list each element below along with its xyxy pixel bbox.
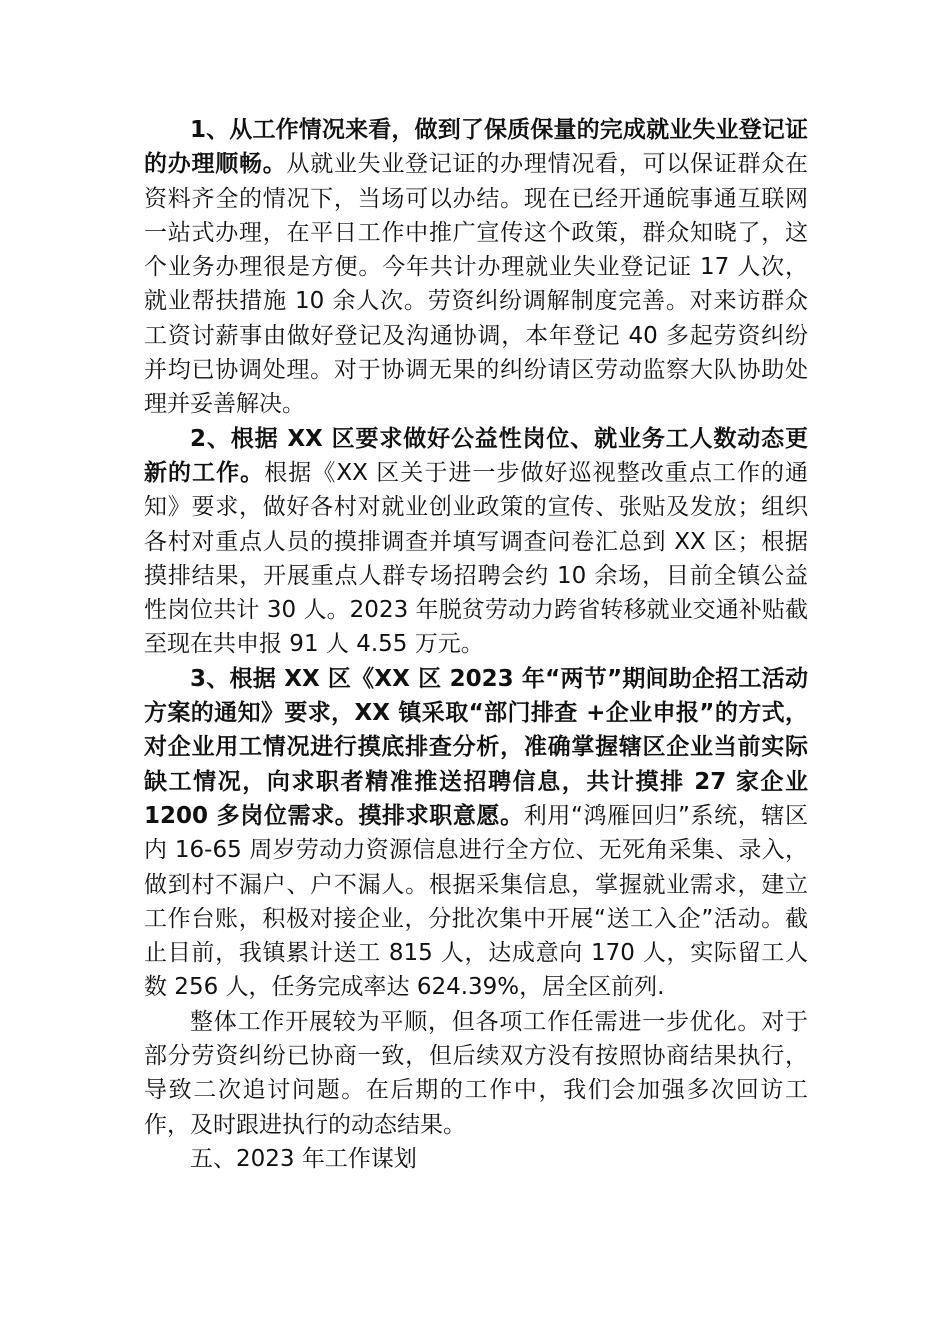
paragraph-summary	[144, 1005, 808, 1142]
paragraph-summary-body: 整体工作开展较为平顺，但各项工作任需进一步优化。对于部分劳资纠纷已协商一致，但后续双方没有按照协商结果执行，导致二次追讨问题。在后期的工作中，我们会加强多次回访工作，及时跟进执行的动态结果。	[144, 1008, 808, 1138]
document-page	[144, 113, 808, 1176]
paragraph-3-bold-lead: 3、根据 XX 区《XX 区 2023 年“两节”期间助企招工活动方案的通知》要求，XX 镇采取“部门排查 +企业申报”的方式，对企业用工情况进行摸底排查分析，准确掌握辖区企业当前实际缺工情况，向求职者精准推送招聘信息，共计摸排 27 家企业 1200 多岗位需求。摸排求职意愿。	[144, 665, 808, 829]
section-heading-text: 五、2023 年工作谋划	[190, 1145, 417, 1172]
paragraph-1-bold-lead: 1、从工作情况来看，做到了保质保量的完成就业失业登记证的办理顺畅。	[144, 117, 808, 178]
paragraph-2-body: 根据《XX 区关于进一步做好巡视整改重点工作的通知》要求，做好各村对就业创业政策的宣传、张贴及发放；组织各村对重点人员的摸排调查并填写调查问卷汇总到 XX 区；根据摸排结果，开展重点人群专场招聘会约 10 余场，目前全镇公益性岗位共计 30 人。2023 年脱贫劳动力跨省转移就业交通补贴截至现在共申报 91 人 4.55 万元。	[144, 459, 809, 658]
paragraph-2	[144, 422, 808, 662]
paragraph-3-body: 利用“鸿雁回归”系统，辖区内 16-65 周岁劳动力资源信息进行全方位、无死角采集、录入，做到村不漏户、户不漏人。根据采集信息，掌握就业需求，建立工作台账，积极对接企业，分批次集中开展“送工入企”活动。截止目前，我镇累计送工 815 人，达成意向 170 人，实际留工人数 256 人，任务完成率达 624.39%，居全区前列.	[144, 802, 808, 1001]
paragraph-1-body: 从就业失业登记证的办理情况看，可以保证群众在资料齐全的情况下，当场可以办结。现在已经开通皖事通互联网一站式办理，在平日工作中推广宣传这个政策，群众知晓了，这个业务办理很是方便。今年共计办理就业失业登记证 17 人次，就业帮扶措施 10 余人次。劳资纠纷调解制度完善。对来访群众工资讨薪事由做好登记及沟通协调，本年登记 40 多起劳资纠纷并均已协调处理。对于协调无果的纠纷请区劳动监察大队协助处理并妥善解决。	[144, 151, 809, 418]
paragraph-1	[144, 113, 808, 422]
paragraph-3	[144, 662, 808, 1005]
paragraph-2-bold-lead: 2、根据 XX 区要求做好公益性岗位、就业务工人数动态更新的工作。	[144, 425, 808, 486]
section-heading-2023-plan	[144, 1142, 808, 1176]
